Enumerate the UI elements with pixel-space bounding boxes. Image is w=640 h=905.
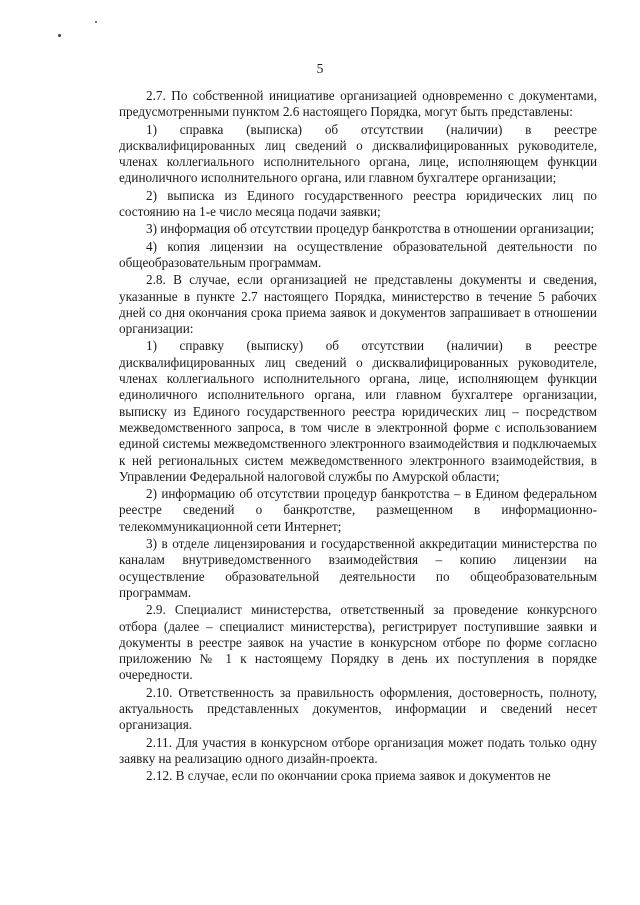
scan-speck <box>95 21 97 23</box>
paragraph-2-8-item-2: 2) информацию об отсутствии процедур банкротства – в Едином федеральном реестре сведений о банкротстве, размещенном в информационно-телекоммуникационной сети Интернет; <box>119 486 597 534</box>
paragraph-2-9: 2.9. Специалист министерства, ответственный за проведение конкурсного отбора (далее – специалист министерства), регистрирует поступившие заявки и документы в реестре заявок на участие в конкурсном отборе по форме согласно приложению № 1 к настоящему Порядку в день их поступления в порядке очередности. <box>119 602 597 683</box>
paragraph-2-10: 2.10. Ответственность за правильность оформления, достоверность, полноту, актуальность представленных документов, информации и сведений несет организация. <box>119 684 597 733</box>
page-number: 5 <box>316 61 324 76</box>
paragraph-2-8: 2.8. В случае, если организацией не представлены документы и сведения, указанные в пункте 2.7 настоящего Порядка, министерство в течение 5 рабочих дней со дня окончания срока приема заявок и документов запрашивает в отношении организации: <box>119 272 597 337</box>
scan-speck <box>58 34 61 37</box>
paragraph-2-7-item-4: 4) копия лицензии на осуществление образовательной деятельности по общеобразовательным программам. <box>119 238 597 270</box>
paragraph-2-12: 2.12. В случае, если по окончании срока приема заявок и документов не <box>146 768 551 784</box>
paragraph-2-8-item-3: 3) в отделе лицензирования и государственной аккредитации министерства по каналам внутриведомственного взаимодействия – копию лицензии на осуществление образовательной деятельности по общеобразовательным программам. <box>119 536 597 600</box>
paragraph-2-7-item-3: 3) информация об отсутствии процедур банкротства в отношении организации; <box>146 221 595 237</box>
paragraph-2-11: 2.11. Для участия в конкурсном отборе организация может подать только одну заявку на реализацию одного дизайн-проекта. <box>119 734 597 766</box>
paragraph-2-7-item-1: 1) справка (выписка) об отсутствии (наличии) в реестре дисквалифицированных лиц сведений о дисквалифицированных руководителе, членах коллегиального исполнительного органа, лице, исполняющем функции единоличного исполнительного органа, или главном бухгалтере организации; <box>119 121 597 186</box>
paragraph-2-8-item-1: 1) справку (выписку) об отсутствии (наличии) в реестре дисквалифицированных лиц сведений о дисквалифицированных руководителе, членах коллегиального исполнительного органа, лице, исполняющем функции единоличного исполнительного органа, или главном бухгалтере организации, выписку из Единого государственного реестра юридических лиц – посредством межведомственного запроса, в том числе в электронной форме с использованием единой системы межведомственного электронного взаимодействия и подключаемых к ней региональных систем межведомственного электронного взаимодействия, в Управлении Федеральной налоговой службы по Амурской области; <box>119 338 597 484</box>
paragraph-2-7-item-2: 2) выписка из Единого государственного реестра юридических лиц по состоянию на 1-е число месяца подачи заявки; <box>119 187 597 220</box>
paragraph-2-7: 2.7. По собственной инициативе организацией одновременно с документами, предусмотренными пунктом 2.6 настоящего Порядка, могут быть представлены: <box>119 88 597 120</box>
document-body <box>119 88 597 785</box>
